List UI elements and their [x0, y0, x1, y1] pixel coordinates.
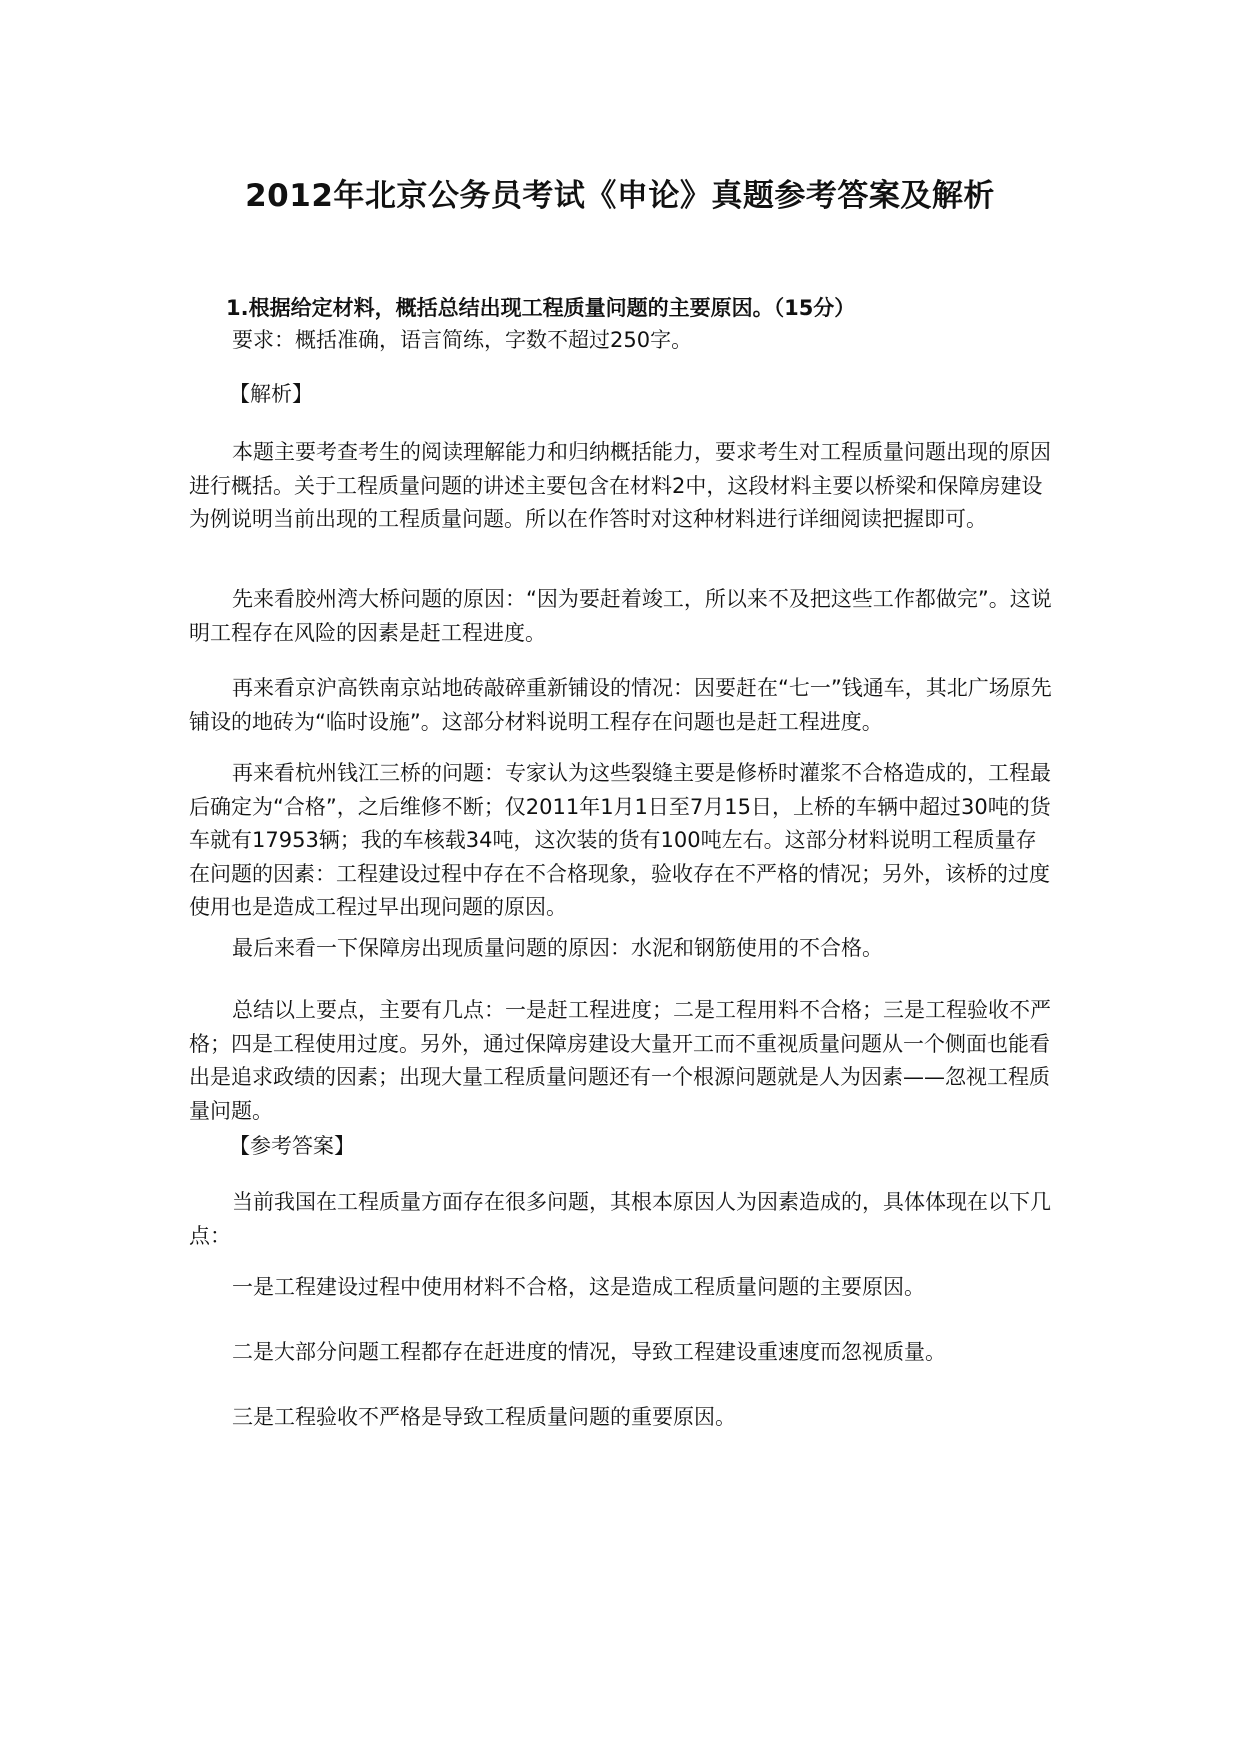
analysis-paragraph: 总结以上要点，主要有几点：一是赶工程进度；二是工程用料不合格；三是工程验收不严格；四是工程使用过度。另外，通过保障房建设大量开工而不重视质量问题从一个侧面也能看出是追求政绩的因素；出现大量工程质量问题还有一个根源问题就是人为因素——忽视工程质量问题。 — [189, 998, 1051, 1123]
answer-paragraph: 当前我国在工程质量方面存在很多问题，其根本原因人为因素造成的，具体体现在以下几点： — [189, 1190, 1051, 1248]
page-title: 2012年北京公务员考试《申论》真题参考答案及解析 — [245, 178, 995, 214]
analysis-paragraph: 先来看胶州湾大桥问题的原因：“因为要赶着竣工，所以来不及把这些工作都做完”。这说明工程存在风险的因素是赶工程进度。 — [189, 587, 1052, 645]
analysis-paragraph: 再来看杭州钱江三桥的问题：专家认为这些裂缝主要是修桥时灌浆不合格造成的，工程最后确定为“合格”，之后维修不断；仅2011年1月1日至7月15日，上桥的车辆中超过30吨的货车就有17953辆；我的车核载34吨，这次装的货有100吨左右。这部分材料说明工程质量存在问题的因素：工程建设过程中存在不合格现象，验收存在不严格的情况；另外，该桥的过度使用也是造成工程过早出现问题的原因。 — [189, 761, 1051, 920]
answer-paragraph: 一是工程建设过程中使用材料不合格，这是造成工程质量问题的主要原因。 — [232, 1275, 925, 1299]
question-1: 1.根据给定材料，概括总结出现工程质量问题的主要原因。（15分） — [226, 296, 856, 320]
answer-paragraph: 三是工程验收不严格是导致工程质量问题的重要原因。 — [232, 1405, 736, 1429]
answer-paragraph: 二是大部分问题工程都存在赶进度的情况，导致工程建设重速度而忽视质量。 — [232, 1340, 946, 1364]
answer-heading: 【参考答案】 — [229, 1134, 355, 1158]
analysis-heading: 【解析】 — [229, 382, 313, 406]
analysis-paragraph: 再来看京沪高铁南京站地砖敲碎重新铺设的情况：因要赶在“七一”钱通车，其北广场原先铺设的地砖为“临时设施”。这部分材料说明工程存在问题也是赶工程进度。 — [189, 676, 1052, 734]
analysis-paragraph: 最后来看一下保障房出现质量问题的原因：水泥和钢筋使用的不合格。 — [232, 936, 883, 960]
requirement-text: 要求：概括准确，语言简练，字数不超过250字。 — [232, 328, 693, 352]
analysis-paragraph: 本题主要考查考生的阅读理解能力和归纳概括能力，要求考生对工程质量问题出现的原因进行概括。关于工程质量问题的讲述主要包含在材料2中，这段材料主要以桥梁和保障房建设为例说明当前出现的工程质量问题。所以在作答时对这种材料进行详细阅读把握即可。 — [189, 440, 1051, 532]
